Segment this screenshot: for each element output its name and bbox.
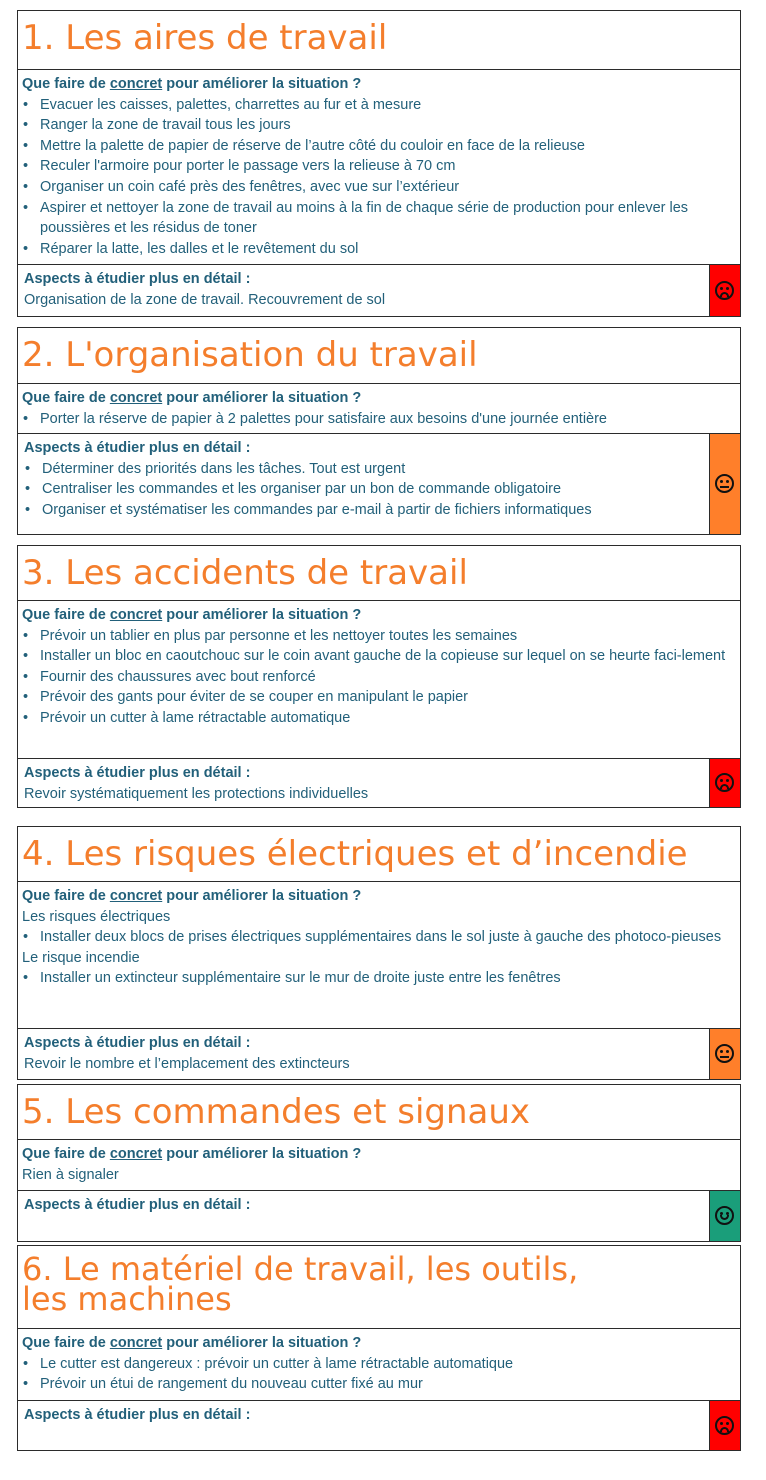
section-title: 2. L'organisation du travail: [18, 328, 740, 384]
status-indicator: [709, 434, 740, 534]
list-item: • Ranger la zone de travail tous les jours: [22, 115, 734, 136]
question-heading: Que faire de concret pour améliorer la situation ?: [22, 888, 362, 904]
list-item: • Centraliser les commandes et les organiser par un bon de commande obligatoire: [24, 479, 703, 500]
section-title: 3. Les accidents de travail: [18, 546, 740, 601]
action-list: [22, 409, 734, 430]
status-indicator: [709, 759, 740, 807]
section-4: [17, 826, 741, 1080]
action-list: [22, 95, 734, 260]
actions-text: Rien à signaler: [22, 1166, 119, 1183]
aspects-heading: Aspects à étudier plus en détail :: [24, 271, 251, 287]
list-item: • Porter la réserve de papier à 2 palettes pour satisfaire aux besoins d'une journée entière: [22, 409, 734, 430]
list-item: • Organiser un coin café près des fenêtres, avec vue sur l’extérieur: [22, 177, 734, 198]
aspects-heading: Aspects à étudier plus en détail :: [24, 1035, 251, 1051]
action-list: [22, 626, 734, 729]
question-heading: Que faire de concret pour améliorer la situation ?: [22, 607, 362, 623]
aspects-list: [24, 459, 703, 521]
question-heading: Que faire de concret pour améliorer la situation ?: [22, 76, 362, 92]
neutral-face-icon: [715, 1044, 734, 1063]
sad-face-icon: [715, 1416, 734, 1435]
actions-panel: [18, 1329, 740, 1401]
section-6: [17, 1245, 741, 1451]
status-indicator: [709, 1029, 740, 1079]
list-item: • Reculer l'armoire pour porter le passage vers la relieuse à 70 cm: [22, 156, 734, 177]
aspects-heading: Aspects à étudier plus en détail :: [24, 765, 251, 781]
aspects-panel: [18, 265, 740, 316]
list-item: • Organiser et systématiser les commandes par e-mail à partir de fichiers informatiques: [24, 500, 703, 521]
list-item: • Evacuer les caisses, palettes, charrettes au fur et à mesure: [22, 95, 734, 116]
actions-panel: [18, 882, 740, 1029]
section-title: 1. Les aires de travail: [18, 11, 740, 70]
list-item: • Installer deux blocs de prises électriques supplémentaires dans le sol juste à gauche des photoco-pieuses: [22, 927, 734, 948]
action-list: [22, 927, 734, 948]
actions-panel: [18, 70, 740, 265]
aspects-heading: Aspects à étudier plus en détail :: [24, 1197, 251, 1213]
question-heading: Que faire de concret pour améliorer la situation ?: [22, 1335, 362, 1351]
actions-panel: [18, 601, 740, 759]
aspects-panel: [18, 434, 740, 534]
status-indicator: [709, 1401, 740, 1450]
list-item: • Le cutter est dangereux : prévoir un cutter à lame rétractable automatique: [22, 1354, 734, 1375]
list-item: • Prévoir un étui de rangement du nouveau cutter fixé au mur: [22, 1374, 734, 1395]
aspects-panel: [18, 1029, 740, 1079]
aspects-text: Organisation de la zone de travail. Recouvrement de sol: [24, 291, 386, 308]
section-title: 5. Les commandes et signaux: [18, 1085, 740, 1140]
section-title: 4. Les risques électriques et d’incendie: [18, 827, 740, 882]
happy-face-icon: [715, 1206, 734, 1225]
section-1: [17, 10, 741, 317]
aspects-text: Revoir systématiquement les protections individuelles: [24, 785, 369, 802]
status-indicator: [709, 1191, 740, 1241]
action-list: [22, 1354, 734, 1395]
aspects-text: Revoir le nombre et l’emplacement des extincteurs: [24, 1055, 350, 1072]
question-heading: Que faire de concret pour améliorer la situation ?: [22, 390, 362, 406]
section-2: [17, 327, 741, 535]
aspects-panel: [18, 1401, 740, 1450]
aspects-heading: Aspects à étudier plus en détail :: [24, 440, 251, 456]
aspects-panel: [18, 1191, 740, 1241]
aspects-panel: [18, 759, 740, 807]
subheading: Le risque incendie: [22, 949, 140, 966]
list-item: • Aspirer et nettoyer la zone de travail au moins à la fin de chaque série de production pour enlever les poussières et les résidus de toner: [22, 198, 734, 239]
list-item: • Prévoir un cutter à lame rétractable automatique: [22, 708, 734, 729]
actions-panel: [18, 1140, 740, 1191]
question-heading: Que faire de concret pour améliorer la situation ?: [22, 1146, 362, 1162]
neutral-face-icon: [715, 474, 734, 493]
sad-face-icon: [715, 773, 734, 792]
action-list: [22, 968, 734, 989]
section-5: [17, 1084, 741, 1242]
sad-face-icon: [715, 281, 734, 300]
list-item: • Prévoir un tablier en plus par personne et les nettoyer toutes les semaines: [22, 626, 734, 647]
aspects-heading: Aspects à étudier plus en détail :: [24, 1407, 251, 1423]
list-item: • Fournir des chaussures avec bout renforcé: [22, 667, 734, 688]
list-item: • Déterminer des priorités dans les tâches. Tout est urgent: [24, 459, 703, 480]
list-item: • Prévoir des gants pour éviter de se couper en manipulant le papier: [22, 687, 734, 708]
section-3: [17, 545, 741, 808]
subheading: Les risques électriques: [22, 908, 171, 925]
list-item: • Installer un extincteur supplémentaire sur le mur de droite juste entre les fenêtres: [22, 968, 734, 989]
list-item: • Installer un bloc en caoutchouc sur le coin avant gauche de la copieuse sur lequel on se heurte faci-lement: [22, 646, 734, 667]
status-indicator: [709, 265, 740, 316]
list-item: • Réparer la latte, les dalles et le revêtement du sol: [22, 239, 734, 260]
actions-panel: [18, 384, 740, 434]
list-item: • Mettre la palette de papier de réserve de l’autre côté du couloir en face de la relieuse: [22, 136, 734, 157]
section-title: 6. Le matériel de travail, les outils, les machines: [18, 1246, 740, 1329]
